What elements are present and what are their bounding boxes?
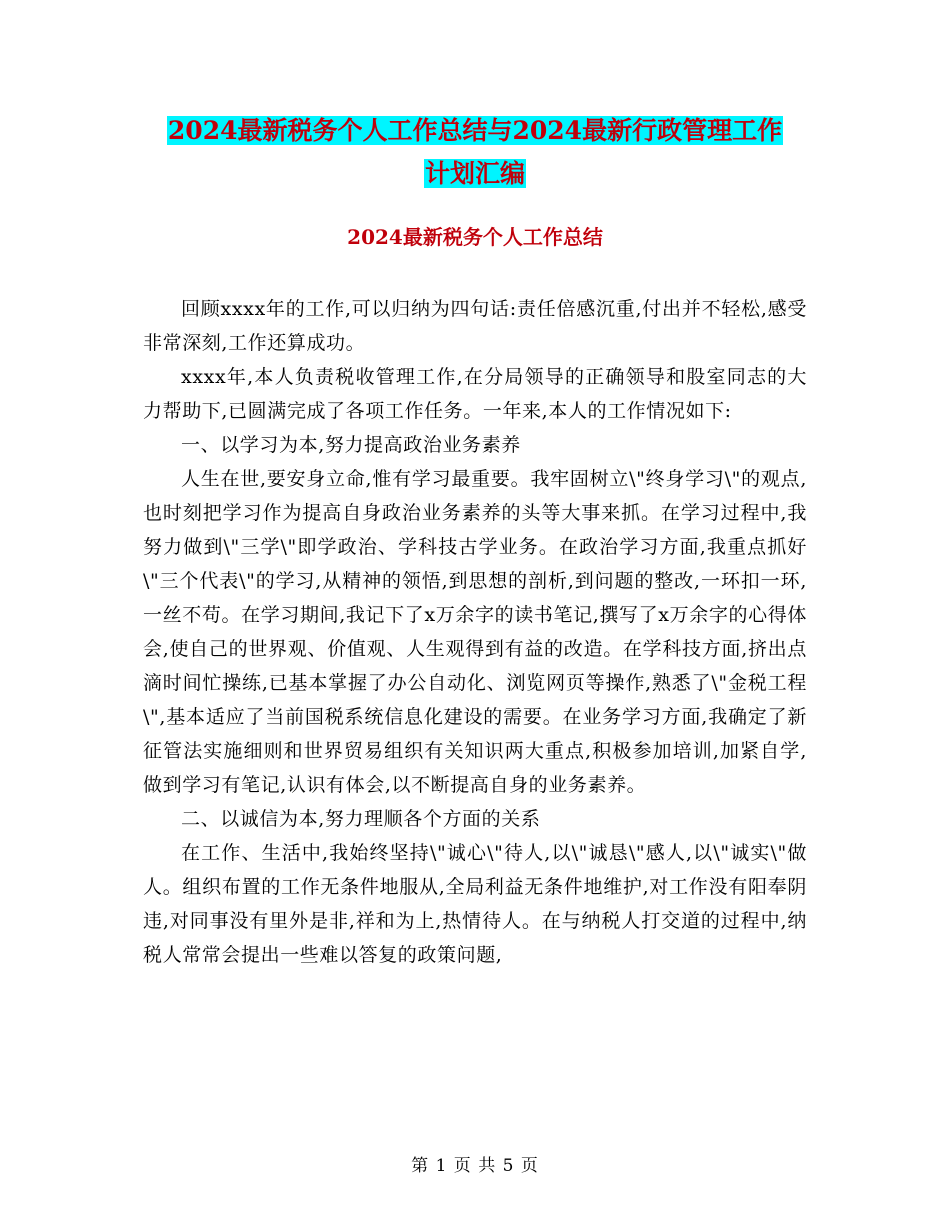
title-highlight: 计划汇编 (424, 159, 525, 188)
document-title-line1 (0, 113, 950, 149)
section-title: 2024最新税务个人工作总结 (347, 225, 603, 249)
paragraph: xxxx年,本人负责税收管理工作,在分局领导的正确领导和股室同志的大力帮助下,已圆满完成了各项工作任务。一年来,本人的工作情况如下: (143, 366, 807, 422)
body-text (143, 292, 807, 972)
document-title-line2 (0, 156, 950, 192)
paragraph: 人生在世,要安身立命,惟有学习最重要。我牢固树立\"终身学习\"的观点,也时刻把学习作为提高自身政治业务素养的头等大事来抓。在学习过程中,我努力做到\"三学\"即学政治、学科技古学业务。在政治学习方面,我重点抓好\"三个代表\"的学习,从精神的领悟,到思想的剖析,到问题的整改,一环扣一环,一丝不苟。在学习期间,我记下了x万余字的读书笔记,撰写了x万余字的心得体会,使自己的世界观、价值观、人生观得到有益的改造。在学科技方面,挤出点滴时间忙操练,已基本掌握了办公自动化、浏览网页等操作,熟悉了\"金税工程\",基本适应了当前国税系统信息化建设的需要。在业务学习方面,我确定了新征管法实施细则和世界贸易组织有关知识两大重点,积极参加培训,加紧自学,做到学习有笔记,认识有体会,以不断提高自身的业务素养。 (143, 468, 807, 796)
paragraph: 在工作、生活中,我始终坚持\"诚心\"待人,以\"诚恳\"感人,以\"诚实\"做人。组织布置的工作无条件地服从,全局利益无条件地维护,对工作没有阳奉阴违,对同事没有里外是非,祥和为上,热情待人。在与纳税人打交道的过程中,纳税人常常会提出一些难以答复的政策问题, (143, 842, 807, 966)
section-heading: 一、以学习为本,努力提高政治业务素养 (181, 434, 521, 456)
paragraph: 回顾xxxx年的工作,可以归纳为四句话:责任倍感沉重,付出并不轻松,感受非常深刻,工作还算成功。 (143, 298, 807, 354)
title-highlight: 2024最新税务个人工作总结与2024最新行政管理工作 (167, 116, 783, 145)
section-heading: 二、以诚信为本,努力理顺各个方面的关系 (181, 808, 541, 830)
page-footer: 第 1 页 共 5 页 (411, 1156, 539, 1176)
